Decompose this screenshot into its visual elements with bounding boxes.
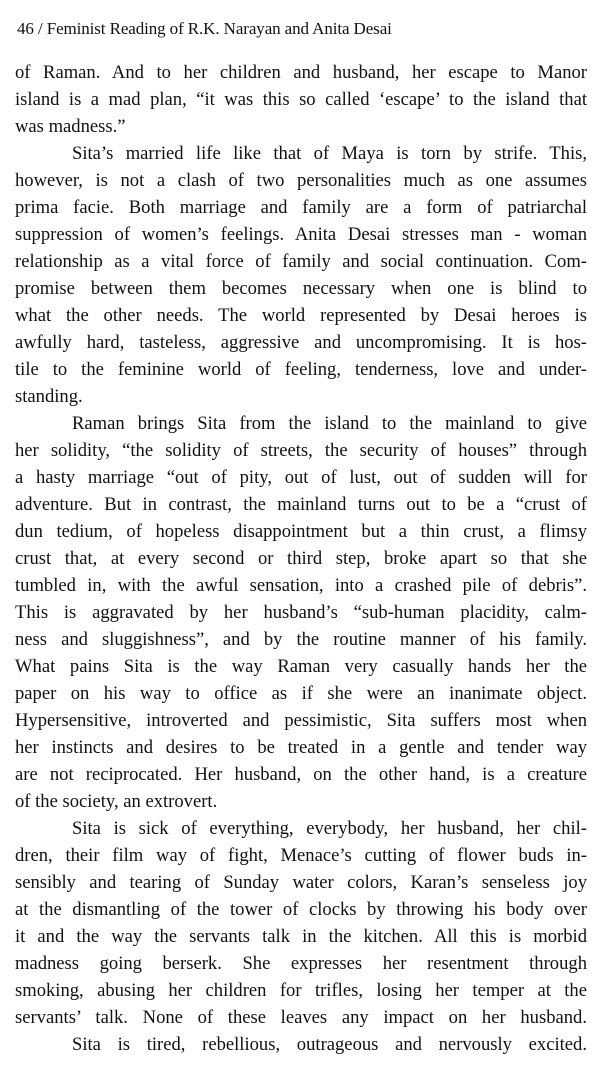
text-line: was madness.” — [15, 116, 126, 137]
text-line: however, is not a clash of two personalities much as one assumes — [15, 170, 587, 191]
text-line: her solidity, “the solidity of streets, the security of houses” through — [15, 440, 587, 461]
text-line: it and the way the servants talk in the kitchen. All this is morbid — [15, 926, 587, 947]
text-line: Sita is sick of everything, everybody, her husband, her chil- — [72, 818, 587, 839]
body-text — [15, 59, 587, 1058]
text-line: This is aggravated by her husband’s “sub-human placidity, calm- — [15, 602, 587, 623]
text-line: tumbled in, with the awful sensation, into a crashed pile of debris”. — [15, 575, 587, 596]
text-line: Sita’s married life like that of Maya is torn by strife. This, — [72, 143, 587, 164]
text-line: what the other needs. The world represented by Desai heroes is — [15, 305, 587, 326]
text-line: adventure. But in contrast, the mainland turns out to be a “crust of — [15, 494, 587, 515]
text-line: What pains Sita is the way Raman very casually hands her the — [15, 656, 587, 677]
text-line: standing. — [15, 386, 83, 407]
text-line: at the dismantling of the tower of clocks by throwing his body over — [15, 899, 587, 920]
text-line: Raman brings Sita from the island to the mainland to give — [72, 413, 587, 434]
text-line: Sita is tired, rebellious, outrageous and nervously excited. — [72, 1034, 587, 1055]
text-line: prima facie. Both marriage and family are a form of patriarchal — [15, 197, 587, 218]
text-line: servants’ talk. None of these leaves any impact on her husband. — [15, 1007, 587, 1028]
text-line: madness going berserk. She expresses her resentment through — [15, 953, 587, 974]
text-line: tile to the feminine world of feeling, tenderness, love and under- — [15, 359, 587, 380]
text-line: paper on his way to office as if she were an inanimate object. — [15, 683, 587, 704]
text-line: her instincts and desires to be treated in a gentle and tender way — [15, 737, 587, 758]
running-header: 46 / Feminist Reading of R.K. Narayan and Anita Desai — [17, 19, 392, 38]
text-line: of Raman. And to her children and husband, her escape to Manor — [15, 62, 587, 83]
text-line: are not reciprocated. Her husband, on the other hand, is a creature — [15, 764, 587, 785]
text-line: dren, their film way of fight, Menace’s cutting of flower buds in- — [15, 845, 587, 866]
text-line: awfully hard, tasteless, aggressive and uncompromising. It is hos- — [15, 332, 587, 353]
text-line: crust that, at every second or third step, broke apart so that she — [15, 548, 587, 569]
text-line: smoking, abusing her children for trifles, losing her temper at the — [15, 980, 587, 1001]
text-line: sensibly and tearing of Sunday water colors, Karan’s senseless joy — [15, 872, 587, 893]
text-line: of the society, an extrovert. — [15, 791, 218, 812]
text-line: island is a mad plan, “it was this so called ‘escape’ to the island that — [15, 89, 587, 110]
text-line: a hasty marriage “out of pity, out of lust, out of sudden will for — [15, 467, 587, 488]
text-line: promise between them becomes necessary when one is blind to — [15, 278, 587, 299]
text-line: Hypersensitive, introverted and pessimistic, Sita suffers most when — [15, 710, 587, 731]
text-line: ness and sluggishness”, and by the routine manner of his family. — [15, 629, 587, 650]
text-line: suppression of women’s feelings. Anita Desai stresses man - woman — [15, 224, 587, 245]
text-line: relationship as a vital force of family and social continuation. Com- — [15, 251, 587, 272]
text-line: dun tedium, of hopeless disappointment but a thin crust, a flimsy — [15, 521, 587, 542]
